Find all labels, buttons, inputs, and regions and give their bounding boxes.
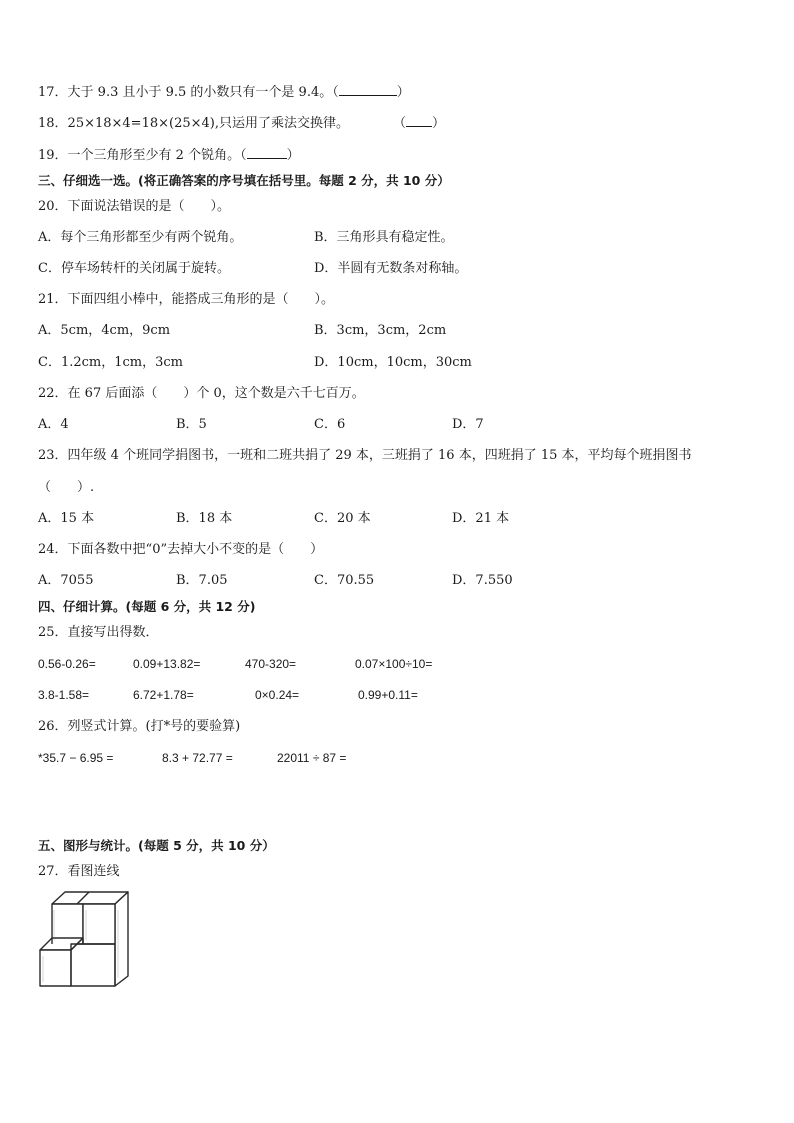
q25-stem: 25．直接写出得数．	[38, 625, 159, 640]
q21-option-a[interactable]: A．5cm，4cm，9cm	[38, 323, 171, 338]
section-3-heading: 三、仔细选一选。(将正确答案的序号填在括号里。每题 2 分，共 10 分）	[38, 173, 450, 188]
q19-answer-blank[interactable]	[247, 146, 287, 159]
q26-expression: 22011 ÷ 87 =	[277, 751, 347, 765]
q27-stem: 27．看图连线	[38, 864, 120, 879]
q24-option-c[interactable]: C．70.55	[314, 573, 375, 588]
q18-answer-blank[interactable]	[406, 114, 432, 127]
q22-option-d[interactable]: D．7	[452, 417, 484, 432]
question-19	[38, 146, 300, 165]
q19-text: 19．一个三角形至少有 2 个锐角。（	[38, 148, 247, 163]
q25-expression: 0.99+0.11=	[358, 688, 418, 702]
q26-stem: 26．列竖式计算。(打*号的要验算)	[38, 719, 241, 734]
lower-left-cube-front	[40, 950, 71, 986]
q17-answer-blank[interactable]	[339, 83, 397, 96]
q18-open: （	[393, 116, 407, 131]
q20-stem: 20．下面说法错误的是（ ）。	[38, 199, 231, 214]
q20-option-d[interactable]: D．半圆有无数条对称轴。	[314, 261, 468, 276]
q25-expression: 0.56-0.26=	[38, 657, 96, 671]
q25-expression: 6.72+1.78=	[133, 688, 194, 702]
lower-right-cube-front	[71, 944, 115, 986]
q17-text: 17．大于 9.3 且小于 9.5 的小数只有一个是 9.4。（	[38, 85, 339, 100]
cube-stack-figure	[38, 890, 130, 988]
q20-option-a[interactable]: A．每个三角形都至少有两个锐角。	[38, 230, 243, 245]
upper-right-cube-front	[83, 904, 115, 944]
q22-option-c[interactable]: C．6	[314, 417, 346, 432]
question-18	[38, 114, 445, 133]
q22-option-a[interactable]: A．4	[38, 417, 69, 432]
q20-option-c[interactable]: C．停车场转杆的关闭属于旋转。	[38, 261, 230, 276]
q23-option-b[interactable]: B．18 本	[176, 511, 233, 526]
q26-expression: 8.3 + 72.77 =	[162, 751, 233, 765]
section-4-heading: 四、仔细计算。(每题 6 分，共 12 分)	[38, 599, 256, 614]
question-17	[38, 83, 410, 102]
q21-option-b[interactable]: B．3cm，3cm，2cm	[314, 323, 447, 338]
q21-stem: 21．下面四组小棒中，能搭成三角形的是（ ）。	[38, 292, 335, 307]
q17-close: ）	[396, 85, 410, 100]
q24-option-d[interactable]: D．7.550	[452, 573, 513, 588]
q25-expression: 0.09+13.82=	[133, 657, 201, 671]
q23-option-a[interactable]: A．15 本	[38, 511, 95, 526]
q18-text: 18．25×18×4=18×(25×4),只运用了乘法交换律。	[38, 116, 349, 131]
section-5-heading: 五、图形与统计。(每题 5 分，共 10 分）	[38, 838, 275, 853]
q21-option-c[interactable]: C．1.2cm，1cm，3cm	[38, 355, 183, 370]
q18-close: ）	[432, 116, 446, 131]
q23-option-d[interactable]: D．21 本	[452, 511, 510, 526]
q25-expression: 470-320=	[245, 657, 297, 671]
q23-option-c[interactable]: C．20 本	[314, 511, 371, 526]
q25-expression: 0.07×100÷10=	[355, 657, 433, 671]
q20-option-b[interactable]: B．三角形具有稳定性。	[314, 230, 454, 245]
q26-expression: *35.7 − 6.95 =	[38, 751, 114, 765]
q19-close: ）	[286, 148, 300, 163]
q24-option-b[interactable]: B．7.05	[176, 573, 228, 588]
q25-expression: 0×0.24=	[255, 688, 300, 702]
q22-stem: 22．在 67 后面添（ ）个 0，这个数是六千七百万。	[38, 386, 365, 401]
q24-option-a[interactable]: A．7055	[38, 573, 94, 588]
q23-stem-cont: （ ）.	[38, 480, 95, 495]
q22-option-b[interactable]: B．5	[176, 417, 207, 432]
q24-stem: 24．下面各数中把“0”去掉大小不变的是（ ）	[38, 542, 324, 557]
q25-expression: 3.8-1.58=	[38, 688, 90, 702]
right-side-face	[115, 892, 128, 986]
q23-stem: 23．四年级 4 个班同学捐图书，一班和二班共捐了 29 本，三班捐了 16 本，四班捐了 15 本，平均每个班捐图书	[38, 448, 692, 463]
q21-option-d[interactable]: D．10cm，10cm，30cm	[314, 355, 472, 370]
